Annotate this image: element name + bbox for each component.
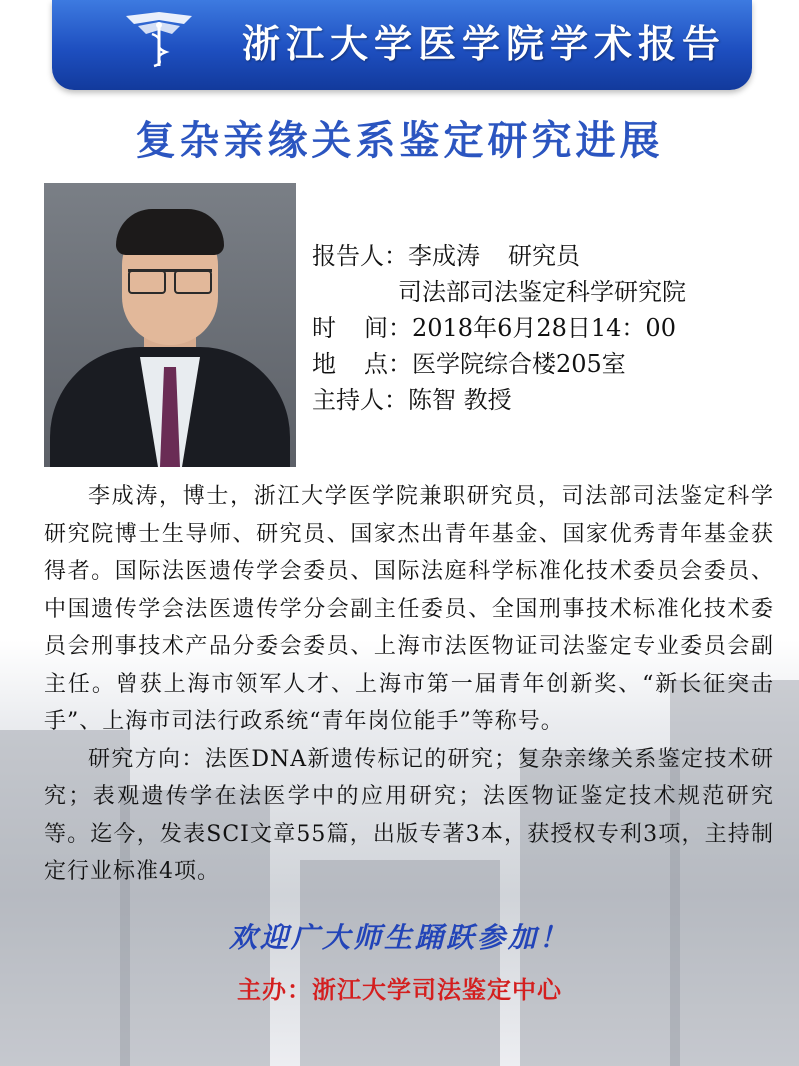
research-paragraph: 研究方向：法医DNA新遗传标记的研究；复杂亲缘关系鉴定技术研究；表观遗传学在法医学中的应用研究；法医物证鉴定技术规范研究等。迄今，发表SCI文章55篇，出版专著3本，获授权专利3项，主持制定行业标准4项。 bbox=[44, 746, 774, 884]
lecture-title: 复杂亲缘关系鉴定研究进展 bbox=[135, 118, 664, 164]
lecture-info bbox=[312, 238, 792, 418]
place-label-a: 地 bbox=[312, 350, 336, 378]
banner-title: 浙江大学医学院学术报告 bbox=[242, 22, 727, 66]
reporter-row bbox=[312, 238, 792, 274]
time-label-a: 时 bbox=[312, 314, 336, 342]
affiliation: 司法部司法鉴定科学研究院 bbox=[398, 278, 686, 306]
reporter-title: 研究员 bbox=[508, 242, 580, 270]
time-value: 2018年6月28日14：00 bbox=[412, 314, 676, 342]
place-value: 医学院综合楼205室 bbox=[412, 350, 626, 378]
host-value: 陈智 教授 bbox=[408, 386, 512, 414]
bio-paragraph: 李成涛，博士，浙江大学医学院兼职研究员，司法部司法鉴定科学研究院博士生导师、研究员、国家杰出青年基金、国家优秀青年基金获得者。国际法医遗传学会委员、国际法庭科学标准化技术委员会委员、中国遗传学会法医遗传学分会副主任委员、全国刑事技术标准化技术委员会刑事技术产品分委会委员、上海市法医物证司法鉴定专业委员会副主任。曾获上海市领军人才、上海市第一届青年创新奖、“新长征突击手”、上海市司法行政系统“青年岗位能手”等称号。 bbox=[44, 484, 774, 734]
host-row bbox=[312, 382, 792, 418]
speaker-portrait bbox=[44, 183, 296, 467]
place-label-b: 点： bbox=[364, 350, 412, 378]
reporter-label: 报告人： bbox=[312, 242, 408, 270]
header-banner bbox=[52, 0, 752, 90]
organizer: 主办：浙江大学司法鉴定中心 bbox=[237, 976, 562, 1004]
reporter-name: 李成涛 bbox=[408, 242, 480, 270]
welcome-slogan: 欢迎广大师生踊跃参加！ bbox=[228, 921, 570, 954]
host-label: 主持人： bbox=[312, 386, 408, 414]
time-label-b: 间： bbox=[364, 314, 412, 342]
time-row bbox=[312, 310, 792, 346]
place-row bbox=[312, 346, 792, 382]
speaker-bio bbox=[44, 478, 774, 891]
caduceus-shield-icon bbox=[124, 12, 194, 68]
